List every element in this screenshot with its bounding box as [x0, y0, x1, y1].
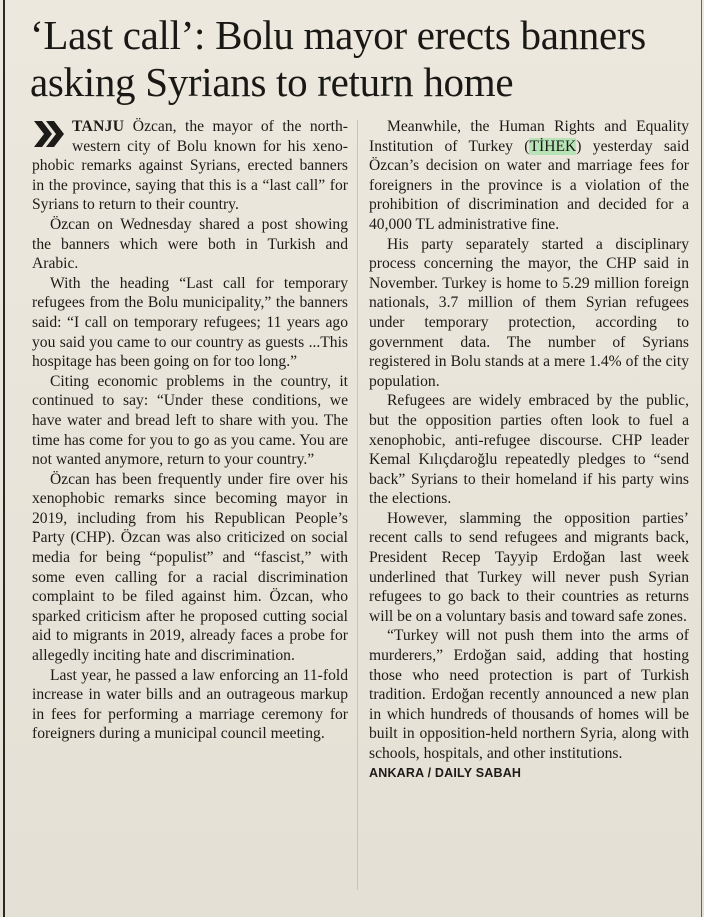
highlighted-acronym: TİHEK: [529, 137, 577, 155]
paragraph: Özcan has been frequently under fire over his xenophobic remarks since becoming mayor in 2019, including from his Republican People’s Party (CHP). Özcan was also criticized on social media for being “populist” and “fascist,” with some even calling for a racial discrimination complaint to be filed against him. Özcan, who sparked criticism after he proposed cutting social aid to migrants in 2019, already faces a probe for allegedly inciting hate and discrimination.: [32, 470, 348, 665]
column-divider: [357, 120, 358, 890]
paragraph-text: ) yesterday said Özcan’s decision on water and marriage fees for foreigners in the province is a violation of the prohibition of discrimination and decided for a 40,000 TL administrative fine.: [369, 137, 689, 233]
paragraph: His party separately started a disciplinary process concerning the mayor, the CHP said in November. Turkey is home to 5.29 million foreign nationals, 3.7 million of them Syrian refugees under temporary protection, according to government data. The number of Syrians registered in Bolu stands at a mere 1.4% of the city population.: [369, 235, 689, 390]
headline: ‘Last call’: Bolu mayor erects banners asking Syrians to return home: [30, 12, 646, 105]
paragraph-lead: [32, 117, 348, 215]
lead-text: Özcan, the mayor of the northwestern city of Bolu known for his xenophobic remarks against Syrians, erected banners in the province, saying that this is a “last call” for Syrians to return to their country.: [32, 118, 348, 214]
byline-name: TANJU: [72, 118, 125, 135]
right-border-rule: [701, 0, 702, 917]
paragraph: Özcan on Wednesday shared a post showing the banners which were both in Turkish and Arabic.: [32, 215, 348, 273]
paragraph: With the heading “Last call for temporary refugees from the Bolu municipality,” the banners said: “I call on temporary refugees; 11 years ago you said you came to our country as guests ...This hospitage has been going on for too long.”: [32, 274, 348, 371]
left-border-rule: [3, 0, 5, 917]
paragraph: Last year, he passed a law enforcing an 11-fold increase in water bills and an outrageous markup in fees for performing a marriage ceremony for foreigners during a municipal council meeting.: [32, 666, 348, 743]
dateline-signature: ANKARA / DAILY SABAH: [369, 765, 522, 780]
article-column-left: [32, 117, 348, 744]
double-chevron-icon: [32, 119, 66, 149]
paragraph-text: Meanwhile, the Human Rights and Equality Institution of Turkey (: [369, 118, 689, 155]
paragraph: However, slamming the opposition parties’ recent calls to send refugees and migrants back, President Recep Tayyip Erdoğan last week underlined that Turkey will never push Syrian refugees to go back to their countries as returns will be on a voluntary basis and toward safe zones.: [369, 509, 689, 625]
paragraph: Refugees are widely embraced by the public, but the opposition parties often look to fuel a xenophobic, anti-refugee discourse. CHP leader Kemal Kılıçdaroğlu repeatedly pledges to “send back” Syrians to their homeland if his party wins the elections.: [369, 392, 689, 508]
paragraph: “Turkey will not push them into the arms of murderers,” Erdoğan said, adding that hosting those who need protection is part of Turkish tradition. Erdoğan recently announced a new plan in which hundreds of thousands of homes will be built in opposition-held northern Syria, along with schools, hospitals, and other institutions.: [369, 627, 689, 762]
paragraph: Citing economic problems in the country, it continued to say: “Under these conditions, we have water and bread left to share with you. The time has come for you to go as you came. You are not wanted anymore, return to your country.”: [32, 372, 348, 469]
paragraph: [369, 117, 689, 235]
article-column-right: [369, 117, 689, 783]
